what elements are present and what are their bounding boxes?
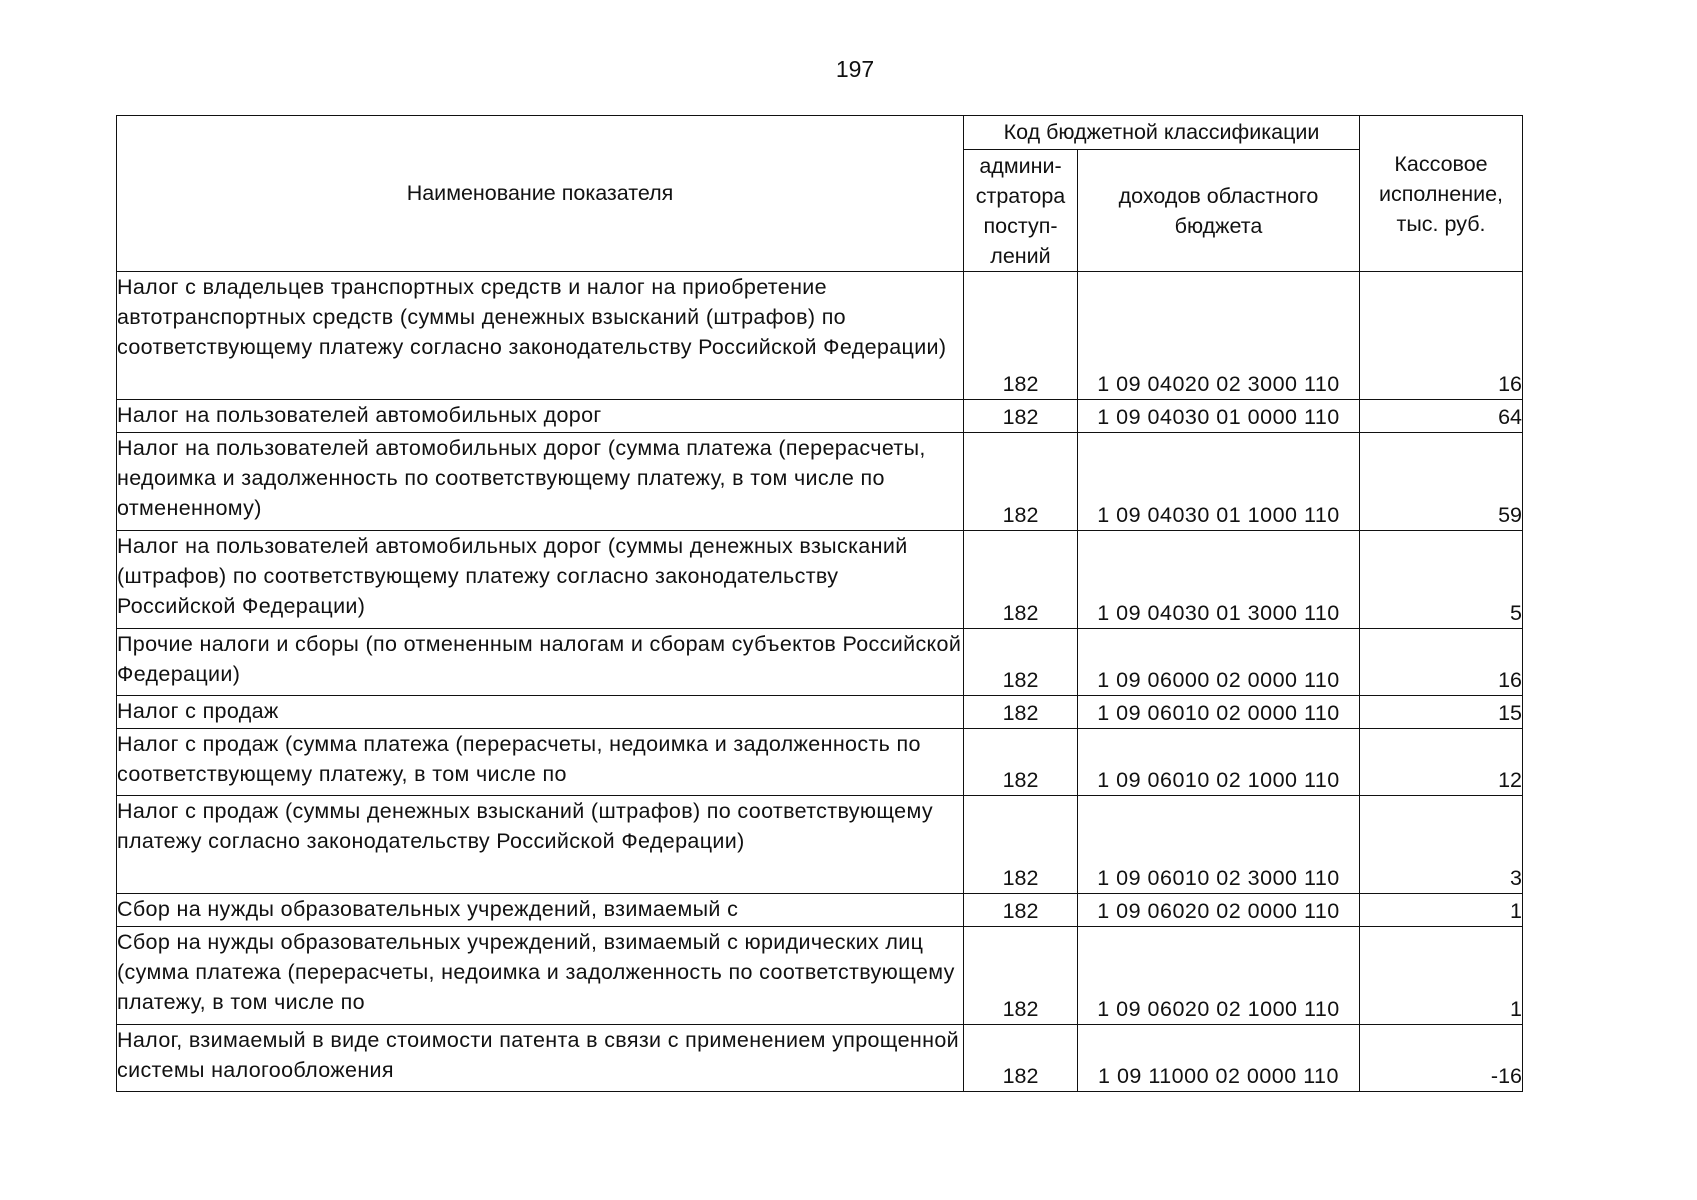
cell-name: Налог на пользователей автомобильных дорог (сумма платежа (перерасчеты, недоимка и задолженность по соответствующему платежу, в том числе по отмененному) [117,433,964,531]
cell-income-code: 1 09 04030 01 3000 110 [1078,531,1360,629]
table-row [117,696,1523,729]
cell-name: Сбор на нужды образовательных учреждений, взимаемый с юридических лиц (сумма платежа (перерасчеты, недоимка и задолженность по соответствующему платежу, в том числе по [117,927,964,1025]
table-row [117,629,1523,696]
cell-admin-code: 182 [964,729,1078,796]
cell-name: Налог с продаж (суммы денежных взысканий (штрафов) по соответствующему платежу согласно законодательству Российской Федерации) [117,796,964,894]
table-row [117,894,1523,927]
table-header [117,116,1523,272]
cell-admin-code: 182 [964,894,1078,927]
column-header-code-group: Код бюджетной классификации [964,116,1360,150]
table-row [117,729,1523,796]
cell-execution-value: 16 [1360,272,1523,400]
cell-income-code: 1 09 04020 02 3000 110 [1078,272,1360,400]
table-row [117,272,1523,400]
cell-name: Налог на пользователей автомобильных дорог (суммы денежных взысканий (штрафов) по соответствующему платежу согласно законодательству Российской Федерации) [117,531,964,629]
table-row [117,531,1523,629]
table-row [117,1025,1523,1092]
cell-admin-code: 182 [964,433,1078,531]
cell-income-code: 1 09 04030 01 1000 110 [1078,433,1360,531]
cell-income-code: 1 09 06020 02 1000 110 [1078,927,1360,1025]
cell-income-code: 1 09 06000 02 0000 110 [1078,629,1360,696]
cell-name: Налог на пользователей автомобильных дорог [117,400,964,433]
cell-execution-value: 16 [1360,629,1523,696]
cell-name: Прочие налоги и сборы (по отмененным налогам и сборам субъектов Российской Федерации) [117,629,964,696]
column-header-income: доходов областного бюджета [1078,150,1360,272]
cell-name: Налог с продаж [117,696,964,729]
cell-execution-value: 64 [1360,400,1523,433]
cell-admin-code: 182 [964,400,1078,433]
budget-table [116,115,1523,1092]
cell-admin-code: 182 [964,1025,1078,1092]
cell-execution-value: -16 [1360,1025,1523,1092]
cell-income-code: 1 09 06020 02 0000 110 [1078,894,1360,927]
table-row [117,796,1523,894]
table-row [117,433,1523,531]
cell-admin-code: 182 [964,629,1078,696]
cell-admin-code: 182 [964,927,1078,1025]
cell-admin-code: 182 [964,796,1078,894]
table-body [117,272,1523,1092]
column-header-name: Наименование показателя [117,116,964,272]
cell-income-code: 1 09 06010 02 3000 110 [1078,796,1360,894]
cell-income-code: 1 09 04030 01 0000 110 [1078,400,1360,433]
cell-admin-code: 182 [964,531,1078,629]
cell-execution-value: 3 [1360,796,1523,894]
cell-income-code: 1 09 11000 02 0000 110 [1078,1025,1360,1092]
table-row [117,400,1523,433]
cell-execution-value: 59 [1360,433,1523,531]
cell-income-code: 1 09 06010 02 0000 110 [1078,696,1360,729]
cell-name: Налог с владельцев транспортных средств и налог на приобретение автотранспортных средств (суммы денежных взысканий (штрафов) по соответствующему платежу согласно законодательству Российской Федерации) [117,272,964,400]
column-header-execution: Кассовое исполнение, тыс. руб. [1360,116,1523,272]
page-number: 197 [835,56,875,82]
cell-admin-code: 182 [964,272,1078,400]
cell-execution-value: 1 [1360,894,1523,927]
cell-income-code: 1 09 06010 02 1000 110 [1078,729,1360,796]
cell-name: Налог, взимаемый в виде стоимости патента в связи с применением упрощенной системы налогообложения [117,1025,964,1092]
cell-admin-code: 182 [964,696,1078,729]
cell-execution-value: 5 [1360,531,1523,629]
cell-execution-value: 12 [1360,729,1523,796]
column-header-admin: админи-стратора поступ-лений [964,150,1078,272]
cell-execution-value: 1 [1360,927,1523,1025]
cell-name: Сбор на нужды образовательных учреждений, взимаемый с [117,894,964,927]
cell-execution-value: 15 [1360,696,1523,729]
table-row [117,927,1523,1025]
cell-name: Налог с продаж (сумма платежа (перерасчеты, недоимка и задолженность по соответствующему платежу, в том числе по [117,729,964,796]
